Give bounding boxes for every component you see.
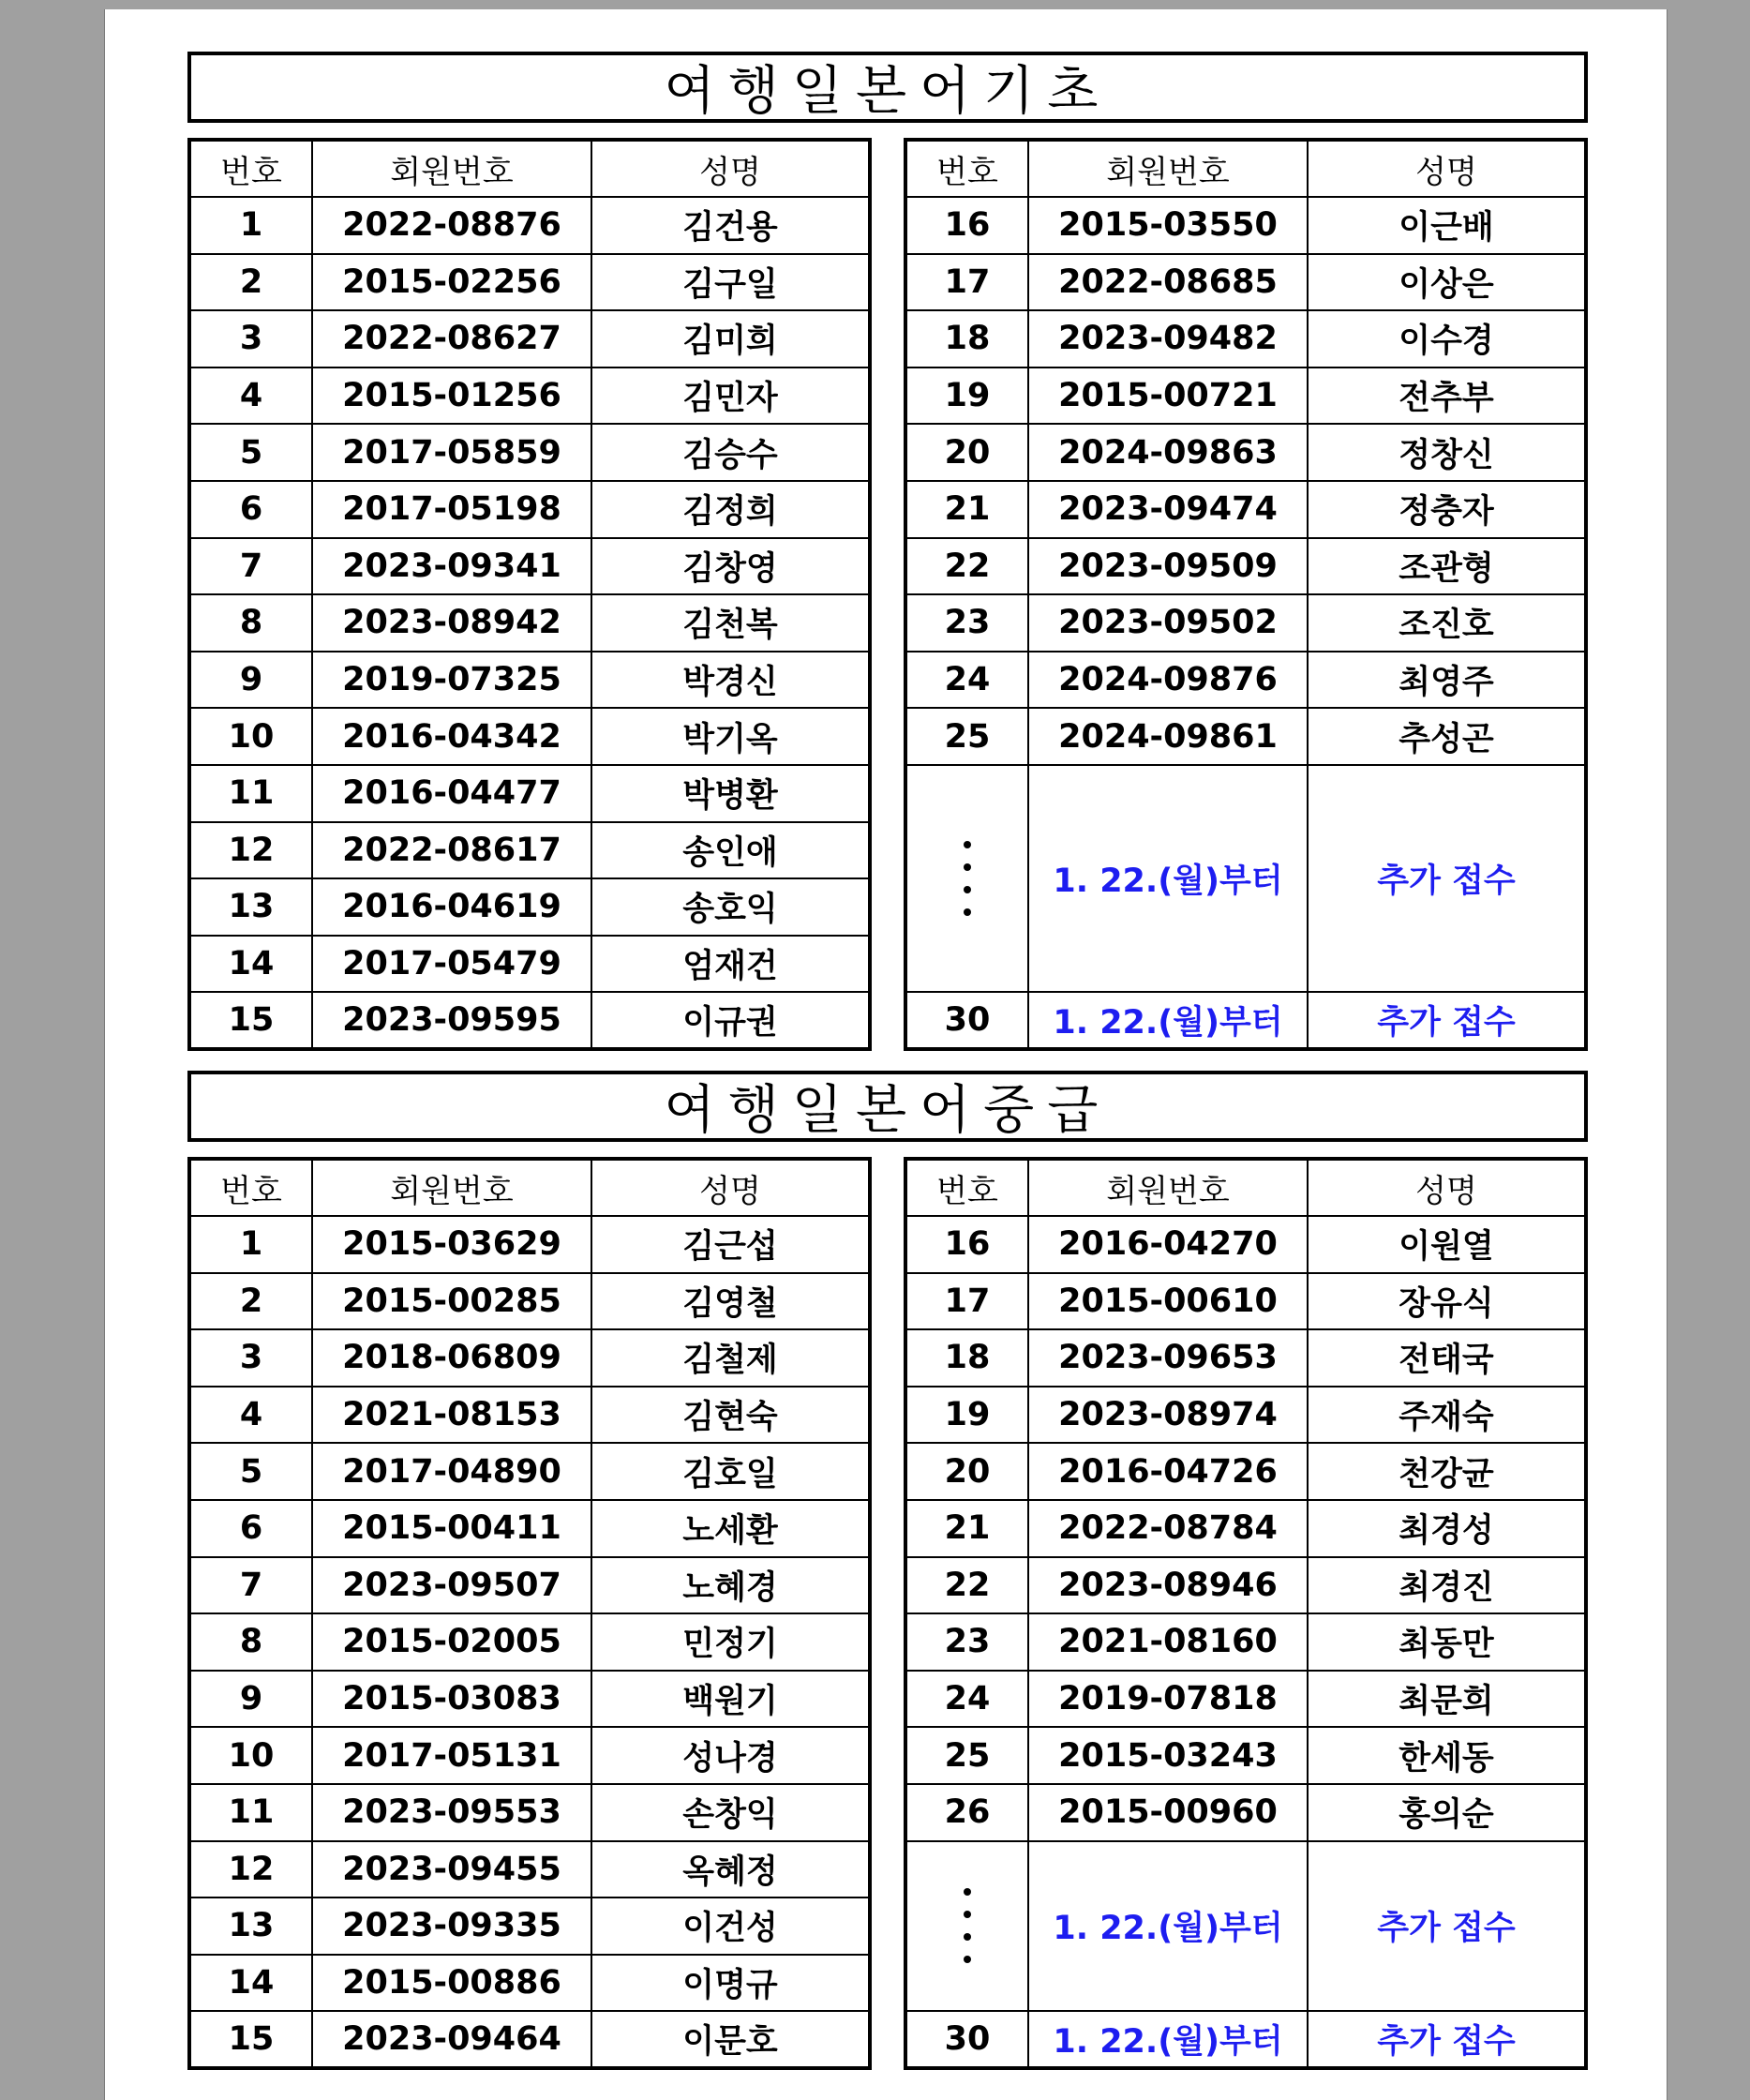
member-id: 2016-04726: [1028, 1443, 1308, 1500]
row-number: 1: [189, 197, 312, 254]
member-name: 노세환: [591, 1500, 870, 1557]
table-row: [189, 424, 870, 481]
row-number: 16: [905, 197, 1028, 254]
member-id: 2019-07818: [1028, 1671, 1308, 1728]
roster-table-left: [187, 1157, 872, 2070]
note-text: 추가 접수: [1308, 2011, 1586, 2068]
row-number: 17: [905, 254, 1028, 311]
note-date: 1. 22.(월)부터: [1028, 2011, 1308, 2068]
table-row: [189, 1557, 870, 1614]
table-row: [189, 992, 870, 1049]
member-name: 최문희: [1308, 1671, 1586, 1728]
row-number: 12: [189, 822, 312, 879]
table-row: [189, 1671, 870, 1728]
member-id: 2017-04890: [312, 1443, 591, 1500]
row-number: 13: [189, 878, 312, 936]
member-id: 2023-08942: [312, 594, 591, 652]
member-id: 2017-05479: [312, 936, 591, 993]
note-text: 추가 접수: [1308, 765, 1586, 992]
member-name: 김호일: [591, 1443, 870, 1500]
row-number: 26: [905, 1784, 1028, 1841]
member-id: 2023-09482: [1028, 310, 1308, 368]
row-number: 2: [189, 254, 312, 311]
member-name: 성나경: [591, 1727, 870, 1784]
header-no: 번호: [189, 1159, 312, 1216]
member-id: 2022-08784: [1028, 1500, 1308, 1557]
member-name: 박경신: [591, 652, 870, 709]
member-id: 2015-03550: [1028, 197, 1308, 254]
member-id: 2015-00411: [312, 1500, 591, 1557]
member-name: 천강균: [1308, 1443, 1586, 1500]
table-row: [905, 481, 1586, 538]
table-row: [905, 594, 1586, 652]
member-name: 송인애: [591, 822, 870, 879]
table-row: [189, 765, 870, 822]
row-number: 21: [905, 1500, 1028, 1557]
member-id: 2015-02256: [312, 254, 591, 311]
member-id: 2015-01256: [312, 368, 591, 425]
table-row: [905, 197, 1586, 254]
row-number: 15: [189, 2011, 312, 2068]
member-name: 주재숙: [1308, 1387, 1586, 1444]
member-name: 홍의순: [1308, 1784, 1586, 1841]
member-name: 추성곤: [1308, 708, 1586, 765]
row-number: 9: [189, 1671, 312, 1728]
member-id: 2015-03083: [312, 1671, 591, 1728]
row-number: 24: [905, 652, 1028, 709]
member-name: 장유식: [1308, 1273, 1586, 1330]
table-row: [905, 1784, 1586, 1841]
table-row: [905, 1500, 1586, 1557]
member-name: 송호익: [591, 878, 870, 936]
member-name: 백원기: [591, 1671, 870, 1728]
header-member-id: 회원번호: [1028, 140, 1308, 197]
row-number: 19: [905, 368, 1028, 425]
header-name: 성명: [1308, 1159, 1586, 1216]
row-number: 23: [905, 1613, 1028, 1671]
row-number: 20: [905, 1443, 1028, 1500]
row-number: 7: [189, 538, 312, 595]
table-row: [189, 1784, 870, 1841]
table-row: [189, 538, 870, 595]
member-name: 박병환: [591, 765, 870, 822]
table-row: [189, 1273, 870, 1330]
row-number: 19: [905, 1387, 1028, 1444]
member-name: 이규권: [591, 992, 870, 1049]
member-name: 이수경: [1308, 310, 1586, 368]
table-row: [905, 1216, 1586, 1273]
row-number: 5: [189, 1443, 312, 1500]
member-name: 이원열: [1308, 1216, 1586, 1273]
member-id: 2016-04342: [312, 708, 591, 765]
table-row: [905, 1387, 1586, 1444]
row-number: 4: [189, 368, 312, 425]
member-id: 2019-07325: [312, 652, 591, 709]
member-name: 김건용: [591, 197, 870, 254]
header-member-id: 회원번호: [312, 1159, 591, 1216]
table-row: [905, 1273, 1586, 1330]
table-row: [905, 368, 1586, 425]
continuation-row: [905, 765, 1586, 822]
row-number: 30: [905, 992, 1028, 1049]
member-id: 2024-09863: [1028, 424, 1308, 481]
row-number: 17: [905, 1273, 1028, 1330]
note-date: 1. 22.(월)부터: [1028, 1841, 1308, 2012]
row-number: 11: [189, 1784, 312, 1841]
member-name: 정창신: [1308, 424, 1586, 481]
member-id: 2022-08617: [312, 822, 591, 879]
member-id: 2023-09341: [312, 538, 591, 595]
member-name: 최경성: [1308, 1500, 1586, 1557]
header-no: 번호: [905, 1159, 1028, 1216]
row-number: 15: [189, 992, 312, 1049]
member-id: 2023-09455: [312, 1841, 591, 1898]
row-number: 18: [905, 1329, 1028, 1387]
member-id: 2021-08160: [1028, 1613, 1308, 1671]
member-id: 2017-05198: [312, 481, 591, 538]
header-name: 성명: [1308, 140, 1586, 197]
row-number: 3: [189, 1329, 312, 1387]
member-id: 2021-08153: [312, 1387, 591, 1444]
table-row: [905, 538, 1586, 595]
row-number: 18: [905, 310, 1028, 368]
member-id: 2015-00886: [312, 1955, 591, 2012]
member-name: 옥혜정: [591, 1841, 870, 1898]
last-row: [905, 2011, 1586, 2068]
table-row: [189, 368, 870, 425]
table-row: [189, 1500, 870, 1557]
table-row: [189, 254, 870, 311]
table-row: [189, 481, 870, 538]
member-name: 박기옥: [591, 708, 870, 765]
table-row: [189, 708, 870, 765]
row-number: 16: [905, 1216, 1028, 1273]
row-number: 8: [189, 594, 312, 652]
member-id: 2023-08974: [1028, 1387, 1308, 1444]
header-row: [189, 140, 870, 197]
note-text: 추가 접수: [1308, 992, 1586, 1049]
member-id: 2023-09595: [312, 992, 591, 1049]
table-row: [905, 1671, 1586, 1728]
member-id: 2024-09861: [1028, 708, 1308, 765]
member-name: 최영주: [1308, 652, 1586, 709]
note-date: 1. 22.(월)부터: [1028, 992, 1308, 1049]
member-name: 김천복: [591, 594, 870, 652]
member-id: 2023-09474: [1028, 481, 1308, 538]
member-name: 김영철: [591, 1273, 870, 1330]
header-row: [189, 1159, 870, 1216]
row-number: 12: [189, 1841, 312, 1898]
table-row: [189, 594, 870, 652]
table-row: [905, 1557, 1586, 1614]
header-no: 번호: [189, 140, 312, 197]
table-row: [189, 2011, 870, 2068]
member-name: 민정기: [591, 1613, 870, 1671]
member-name: 최경진: [1308, 1557, 1586, 1614]
header-row: [905, 140, 1586, 197]
row-number: 23: [905, 594, 1028, 652]
row-number: 6: [189, 1500, 312, 1557]
note-date: 1. 22.(월)부터: [1028, 765, 1308, 992]
member-id: 2023-09335: [312, 1898, 591, 1955]
member-name: 정충자: [1308, 481, 1586, 538]
member-name: 노혜경: [591, 1557, 870, 1614]
table-row: [189, 1727, 870, 1784]
table-row: [905, 708, 1586, 765]
row-number: 4: [189, 1387, 312, 1444]
section-title: 여행일본어중급: [187, 1071, 1588, 1142]
member-id: 2015-00721: [1028, 368, 1308, 425]
member-id: 2017-05131: [312, 1727, 591, 1784]
header-member-id: 회원번호: [1028, 1159, 1308, 1216]
row-number: 5: [189, 424, 312, 481]
table-row: [905, 1613, 1586, 1671]
row-number: 3: [189, 310, 312, 368]
member-name: 전추부: [1308, 368, 1586, 425]
ellipsis-cell: [905, 765, 1028, 992]
member-id: 2022-08627: [312, 310, 591, 368]
member-id: 2017-05859: [312, 424, 591, 481]
row-number: 21: [905, 481, 1028, 538]
member-name: 김구일: [591, 254, 870, 311]
member-name: 김철제: [591, 1329, 870, 1387]
table-row: [189, 1443, 870, 1500]
table-row: [189, 1841, 870, 1898]
member-id: 2015-00960: [1028, 1784, 1308, 1841]
member-id: 2016-04619: [312, 878, 591, 936]
row-number: 14: [189, 936, 312, 993]
table-row: [189, 822, 870, 879]
table-row: [189, 197, 870, 254]
row-number: 8: [189, 1613, 312, 1671]
table-row: [189, 1387, 870, 1444]
note-text: 추가 접수: [1308, 1841, 1586, 2012]
member-name: 이명규: [591, 1955, 870, 2012]
member-id: 2023-09553: [312, 1784, 591, 1841]
member-id: 2022-08685: [1028, 254, 1308, 311]
member-name: 엄재건: [591, 936, 870, 993]
member-name: 이건성: [591, 1898, 870, 1955]
table-row: [189, 936, 870, 993]
member-id: 2023-09464: [312, 2011, 591, 2068]
row-number: 20: [905, 424, 1028, 481]
row-number: 10: [189, 708, 312, 765]
member-id: 2015-00610: [1028, 1273, 1308, 1330]
header-name: 성명: [591, 140, 870, 197]
row-number: 13: [189, 1898, 312, 1955]
table-row: [905, 652, 1586, 709]
row-number: 14: [189, 1955, 312, 2012]
member-name: 김민자: [591, 368, 870, 425]
member-name: 조진호: [1308, 594, 1586, 652]
member-name: 이상은: [1308, 254, 1586, 311]
member-id: 2024-09876: [1028, 652, 1308, 709]
roster-table-right: [904, 1157, 1588, 2070]
table-row: [189, 652, 870, 709]
vertical-ellipsis-icon: [964, 841, 971, 916]
member-name: 이근배: [1308, 197, 1586, 254]
table-row: [905, 1329, 1586, 1387]
continuation-row: [905, 1841, 1586, 1898]
member-id: 2023-09507: [312, 1557, 591, 1614]
table-row: [189, 310, 870, 368]
row-number: 7: [189, 1557, 312, 1614]
member-name: 김정희: [591, 481, 870, 538]
member-id: 2023-08946: [1028, 1557, 1308, 1614]
row-number: 22: [905, 538, 1028, 595]
member-name: 조관형: [1308, 538, 1586, 595]
roster-table-left: [187, 138, 872, 1051]
member-id: 2015-02005: [312, 1613, 591, 1671]
table-row: [189, 878, 870, 936]
row-number: 1: [189, 1216, 312, 1273]
row-number: 6: [189, 481, 312, 538]
header-name: 성명: [591, 1159, 870, 1216]
table-row: [905, 1727, 1586, 1784]
section-title: 여행일본어기초: [187, 52, 1588, 123]
table-row: [189, 1329, 870, 1387]
row-number: 11: [189, 765, 312, 822]
vertical-ellipsis-icon: [964, 1888, 971, 1963]
table-row: [905, 424, 1586, 481]
member-id: 2023-09653: [1028, 1329, 1308, 1387]
table-row: [189, 1898, 870, 1955]
header-member-id: 회원번호: [312, 140, 591, 197]
member-name: 최동만: [1308, 1613, 1586, 1671]
row-number: 2: [189, 1273, 312, 1330]
row-number: 10: [189, 1727, 312, 1784]
last-row: [905, 992, 1586, 1049]
member-id: 2015-03243: [1028, 1727, 1308, 1784]
member-name: 김승수: [591, 424, 870, 481]
row-number: 25: [905, 1727, 1028, 1784]
header-no: 번호: [905, 140, 1028, 197]
table-row: [905, 1443, 1586, 1500]
member-id: 2018-06809: [312, 1329, 591, 1387]
member-id: 2022-08876: [312, 197, 591, 254]
member-id: 2023-09509: [1028, 538, 1308, 595]
member-id: 2015-00285: [312, 1273, 591, 1330]
member-name: 이문호: [591, 2011, 870, 2068]
row-number: 9: [189, 652, 312, 709]
table-row: [905, 254, 1586, 311]
member-id: 2015-03629: [312, 1216, 591, 1273]
row-number: 30: [905, 2011, 1028, 2068]
member-name: 김창영: [591, 538, 870, 595]
roster-table-right: [904, 138, 1588, 1051]
row-number: 22: [905, 1557, 1028, 1614]
member-name: 전태국: [1308, 1329, 1586, 1387]
table-row: [905, 310, 1586, 368]
member-name: 김현숙: [591, 1387, 870, 1444]
member-name: 손창익: [591, 1784, 870, 1841]
row-number: 25: [905, 708, 1028, 765]
member-id: 2016-04270: [1028, 1216, 1308, 1273]
header-row: [905, 1159, 1586, 1216]
row-number: 24: [905, 1671, 1028, 1728]
member-name: 김미희: [591, 310, 870, 368]
table-row: [189, 1216, 870, 1273]
member-id: 2023-09502: [1028, 594, 1308, 652]
ellipsis-cell: [905, 1841, 1028, 2012]
member-id: 2016-04477: [312, 765, 591, 822]
member-name: 한세동: [1308, 1727, 1586, 1784]
table-row: [189, 1955, 870, 2012]
table-row: [189, 1613, 870, 1671]
member-name: 김근섭: [591, 1216, 870, 1273]
